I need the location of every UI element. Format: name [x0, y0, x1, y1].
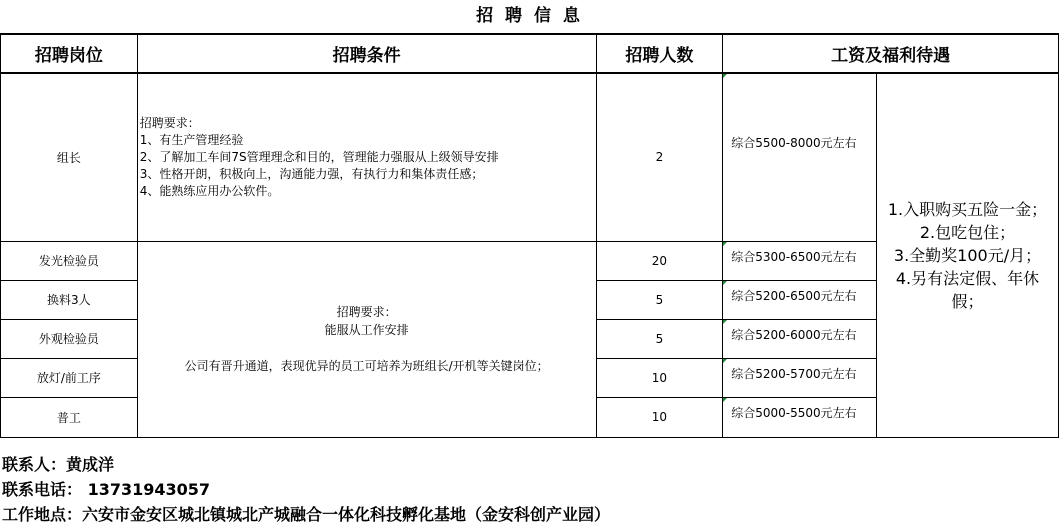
salary-cell	[723, 280, 877, 319]
position-cell: 外观检验员	[1, 319, 138, 358]
header-position: 招聘岗位	[1, 34, 138, 73]
salary-text: 综合5300-6500元左右	[731, 249, 857, 264]
position-cell: 放灯/前工序	[1, 358, 138, 397]
count-cell: 20	[596, 241, 723, 280]
count-cell: 2	[596, 73, 723, 241]
benefits-cell	[877, 73, 1059, 437]
position-cell: 发光检验员	[1, 241, 138, 280]
salary-cell	[723, 319, 877, 358]
spacer	[138, 339, 596, 357]
benefit-item: 假；	[951, 291, 984, 311]
page-title: 招 聘 信 息	[476, 6, 583, 26]
green-corner-marker	[723, 74, 727, 78]
requirement-line: 1、有生产管理经验	[139, 132, 244, 147]
benefit-item: 2.包吃包住；	[919, 222, 1016, 242]
count-cell: 10	[596, 397, 723, 437]
green-corner-marker	[723, 242, 727, 246]
requirement-line: 公司有晋升通道，表现优异的员工可培养为班组长/开机等关键岗位；	[184, 359, 549, 373]
header-row	[1, 34, 1059, 73]
leader-requirements	[137, 73, 596, 241]
position-cell: 普工	[1, 397, 138, 437]
requirement-line: 能服从工作安排	[324, 323, 409, 337]
table-row	[1, 73, 1059, 241]
salary-cell	[723, 73, 877, 241]
general-requirements	[137, 241, 596, 437]
salary-text: 综合5200-6000元左右	[731, 327, 857, 342]
green-corner-marker	[723, 281, 727, 285]
requirement-line: 3、性格开朗，积极向上，沟通能力强，有执行力和集体责任感；	[139, 166, 484, 181]
header-conditions: 招聘条件	[137, 34, 596, 73]
header-salary: 工资及福利待遇	[723, 34, 1059, 73]
count-cell: 5	[596, 280, 723, 319]
contact-person: 联系人：黄成洋	[2, 455, 115, 474]
position-cell: 换料3人	[1, 280, 138, 319]
count-cell: 10	[596, 358, 723, 397]
salary-text: 综合5500-8000元左右	[731, 136, 857, 150]
benefit-item: 4.另有法定假、年休	[895, 268, 1040, 288]
work-address: 工作地点：六安市金安区城北镇城北产城融合一体化科技孵化基地（金安科创产业园）	[2, 505, 611, 524]
position-cell: 组长	[1, 73, 138, 241]
salary-cell	[723, 241, 877, 280]
requirement-line: 招聘要求：	[336, 305, 397, 319]
salary-cell	[723, 397, 877, 437]
requirement-line: 2、了解加工车间7S管理理念和目的，管理能力强服从上级领导安排	[139, 149, 499, 164]
green-corner-marker	[723, 359, 727, 363]
requirement-line: 4、能熟练应用办公软件。	[139, 183, 280, 198]
header-count: 招聘人数	[596, 34, 723, 73]
requirement-line: 招聘要求：	[139, 115, 200, 130]
salary-text: 综合5200-5700元左右	[731, 366, 857, 381]
salary-text: 综合5000-5500元左右	[731, 405, 857, 420]
benefit-item: 3.全勤奖100元/月；	[893, 245, 1042, 265]
benefit-item: 1.入职购买五险一金；	[887, 199, 1048, 219]
salary-text: 综合5200-6500元左右	[731, 288, 857, 303]
salary-cell	[723, 358, 877, 397]
count-cell: 5	[596, 319, 723, 358]
green-corner-marker	[723, 320, 727, 324]
contact-phone: 联系电话： 13731943057	[2, 480, 211, 499]
recruitment-table	[0, 33, 1059, 438]
green-corner-marker	[723, 398, 727, 402]
